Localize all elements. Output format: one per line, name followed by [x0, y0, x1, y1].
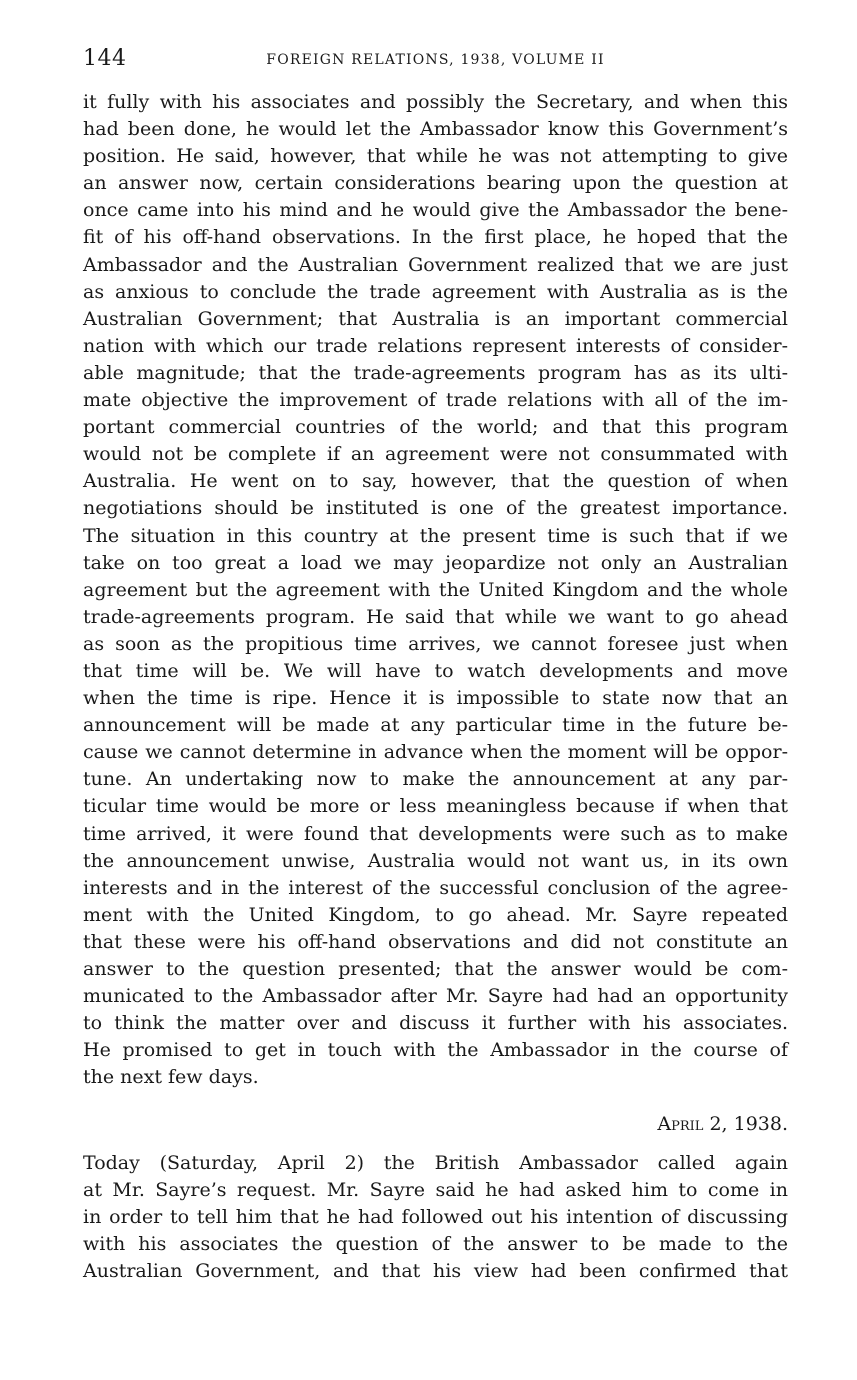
text-line: municated to the Ambassador after Mr. Sayre had had an opportunity — [83, 985, 788, 1008]
text-line: He promised to get in touch with the Ambassador in the course of — [83, 1039, 788, 1062]
paragraph-2 — [83, 1150, 788, 1285]
text-line: The situation in this country at the present time is such that if we — [83, 524, 788, 547]
text-line: Australian Government, and that his view had been confirmed that — [83, 1260, 788, 1283]
text-line: time arrived, it were found that developments were such as to make — [83, 822, 788, 845]
text-line: agreement but the agreement with the United Kingdom and the whole — [83, 578, 788, 601]
text-line: as anxious to conclude the trade agreement with Australia as is the — [83, 280, 788, 303]
text-line: as soon as the propitious time arrives, we cannot foresee just when — [83, 632, 788, 655]
text-line: mate objective the improvement of trade relations with all of the im- — [83, 389, 788, 412]
text-line: nation with which our trade relations represent interests of consider- — [83, 334, 788, 357]
text-line: to think the matter over and discuss it further with his associates. — [83, 1012, 788, 1035]
dateline: April 2, 1938. — [657, 1113, 788, 1135]
text-line: with his associates the question of the answer to be made to the — [83, 1233, 788, 1256]
text-line: an answer now, certain considerations bearing upon the question at — [83, 172, 788, 195]
text-line: in order to tell him that he had followed out his intention of discussing — [83, 1206, 788, 1229]
text-line: fit of his off-hand observations. In the first place, he hoped that the — [83, 226, 788, 249]
text-line: tune. An undertaking now to make the announcement at any par- — [83, 768, 788, 791]
text-line: the next few days. — [83, 1066, 259, 1089]
text-line: ment with the United Kingdom, to go ahead. Mr. Sayre repeated — [83, 903, 788, 926]
text-line: able magnitude; that the trade-agreements program has as its ulti- — [83, 361, 788, 384]
text-line: trade-agreements program. He said that while we want to go ahead — [83, 605, 788, 628]
page-header — [83, 46, 788, 76]
paragraph-1 — [83, 89, 788, 1091]
text-line: position. He said, however, that while he was not attempting to give — [83, 145, 788, 168]
text-line: answer to the question presented; that the answer would be com- — [83, 958, 788, 980]
text-line: announcement will be made at any particular time in the future be- — [83, 714, 788, 737]
page-number: 144 — [83, 46, 127, 71]
text-line: cause we cannot determine in advance when the moment will be oppor- — [83, 741, 788, 764]
text-line: had been done, he would let the Ambassador know this Government’s — [83, 118, 788, 141]
text-line: the announcement unwise, Australia would not want us, in its own — [83, 849, 788, 872]
text-line: would not be complete if an agreement were not consummated with — [83, 443, 788, 466]
text-line: Today (Saturday, April 2) the British Ambassador called again — [83, 1152, 788, 1174]
text-line: ticular time would be more or less meaningless because if when that — [83, 795, 788, 818]
text-line: that time will be. We will have to watch developments and move — [83, 659, 788, 682]
text-line: portant commercial countries of the world; and that this program — [83, 416, 788, 439]
text-line: negotiations should be instituted is one of the greatest importance. — [83, 497, 788, 520]
running-head: FOREIGN RELATIONS, 1938, VOLUME II — [266, 52, 605, 68]
text-line: take on too great a load we may jeopardize not only an Australian — [83, 551, 788, 574]
text-line: once came into his mind and he would give the Ambassador the bene- — [83, 199, 788, 222]
text-line: that these were his off-hand observations and did not constitute an — [83, 930, 788, 953]
text-line: Australia. He went on to say, however, that the question of when — [83, 470, 788, 493]
text-line: Australian Government; that Australia is an important commercial — [83, 307, 788, 330]
text-line: at Mr. Sayre’s request. Mr. Sayre said he had asked him to come in — [83, 1179, 788, 1202]
text-line: when the time is ripe. Hence it is impossible to state now that an — [83, 687, 788, 710]
text-line: Ambassador and the Australian Government realized that we are just — [83, 253, 788, 276]
text-line: interests and in the interest of the successful conclusion of the agree- — [83, 876, 788, 899]
text-line: it fully with his associates and possibly the Secretary, and when this — [83, 91, 788, 113]
